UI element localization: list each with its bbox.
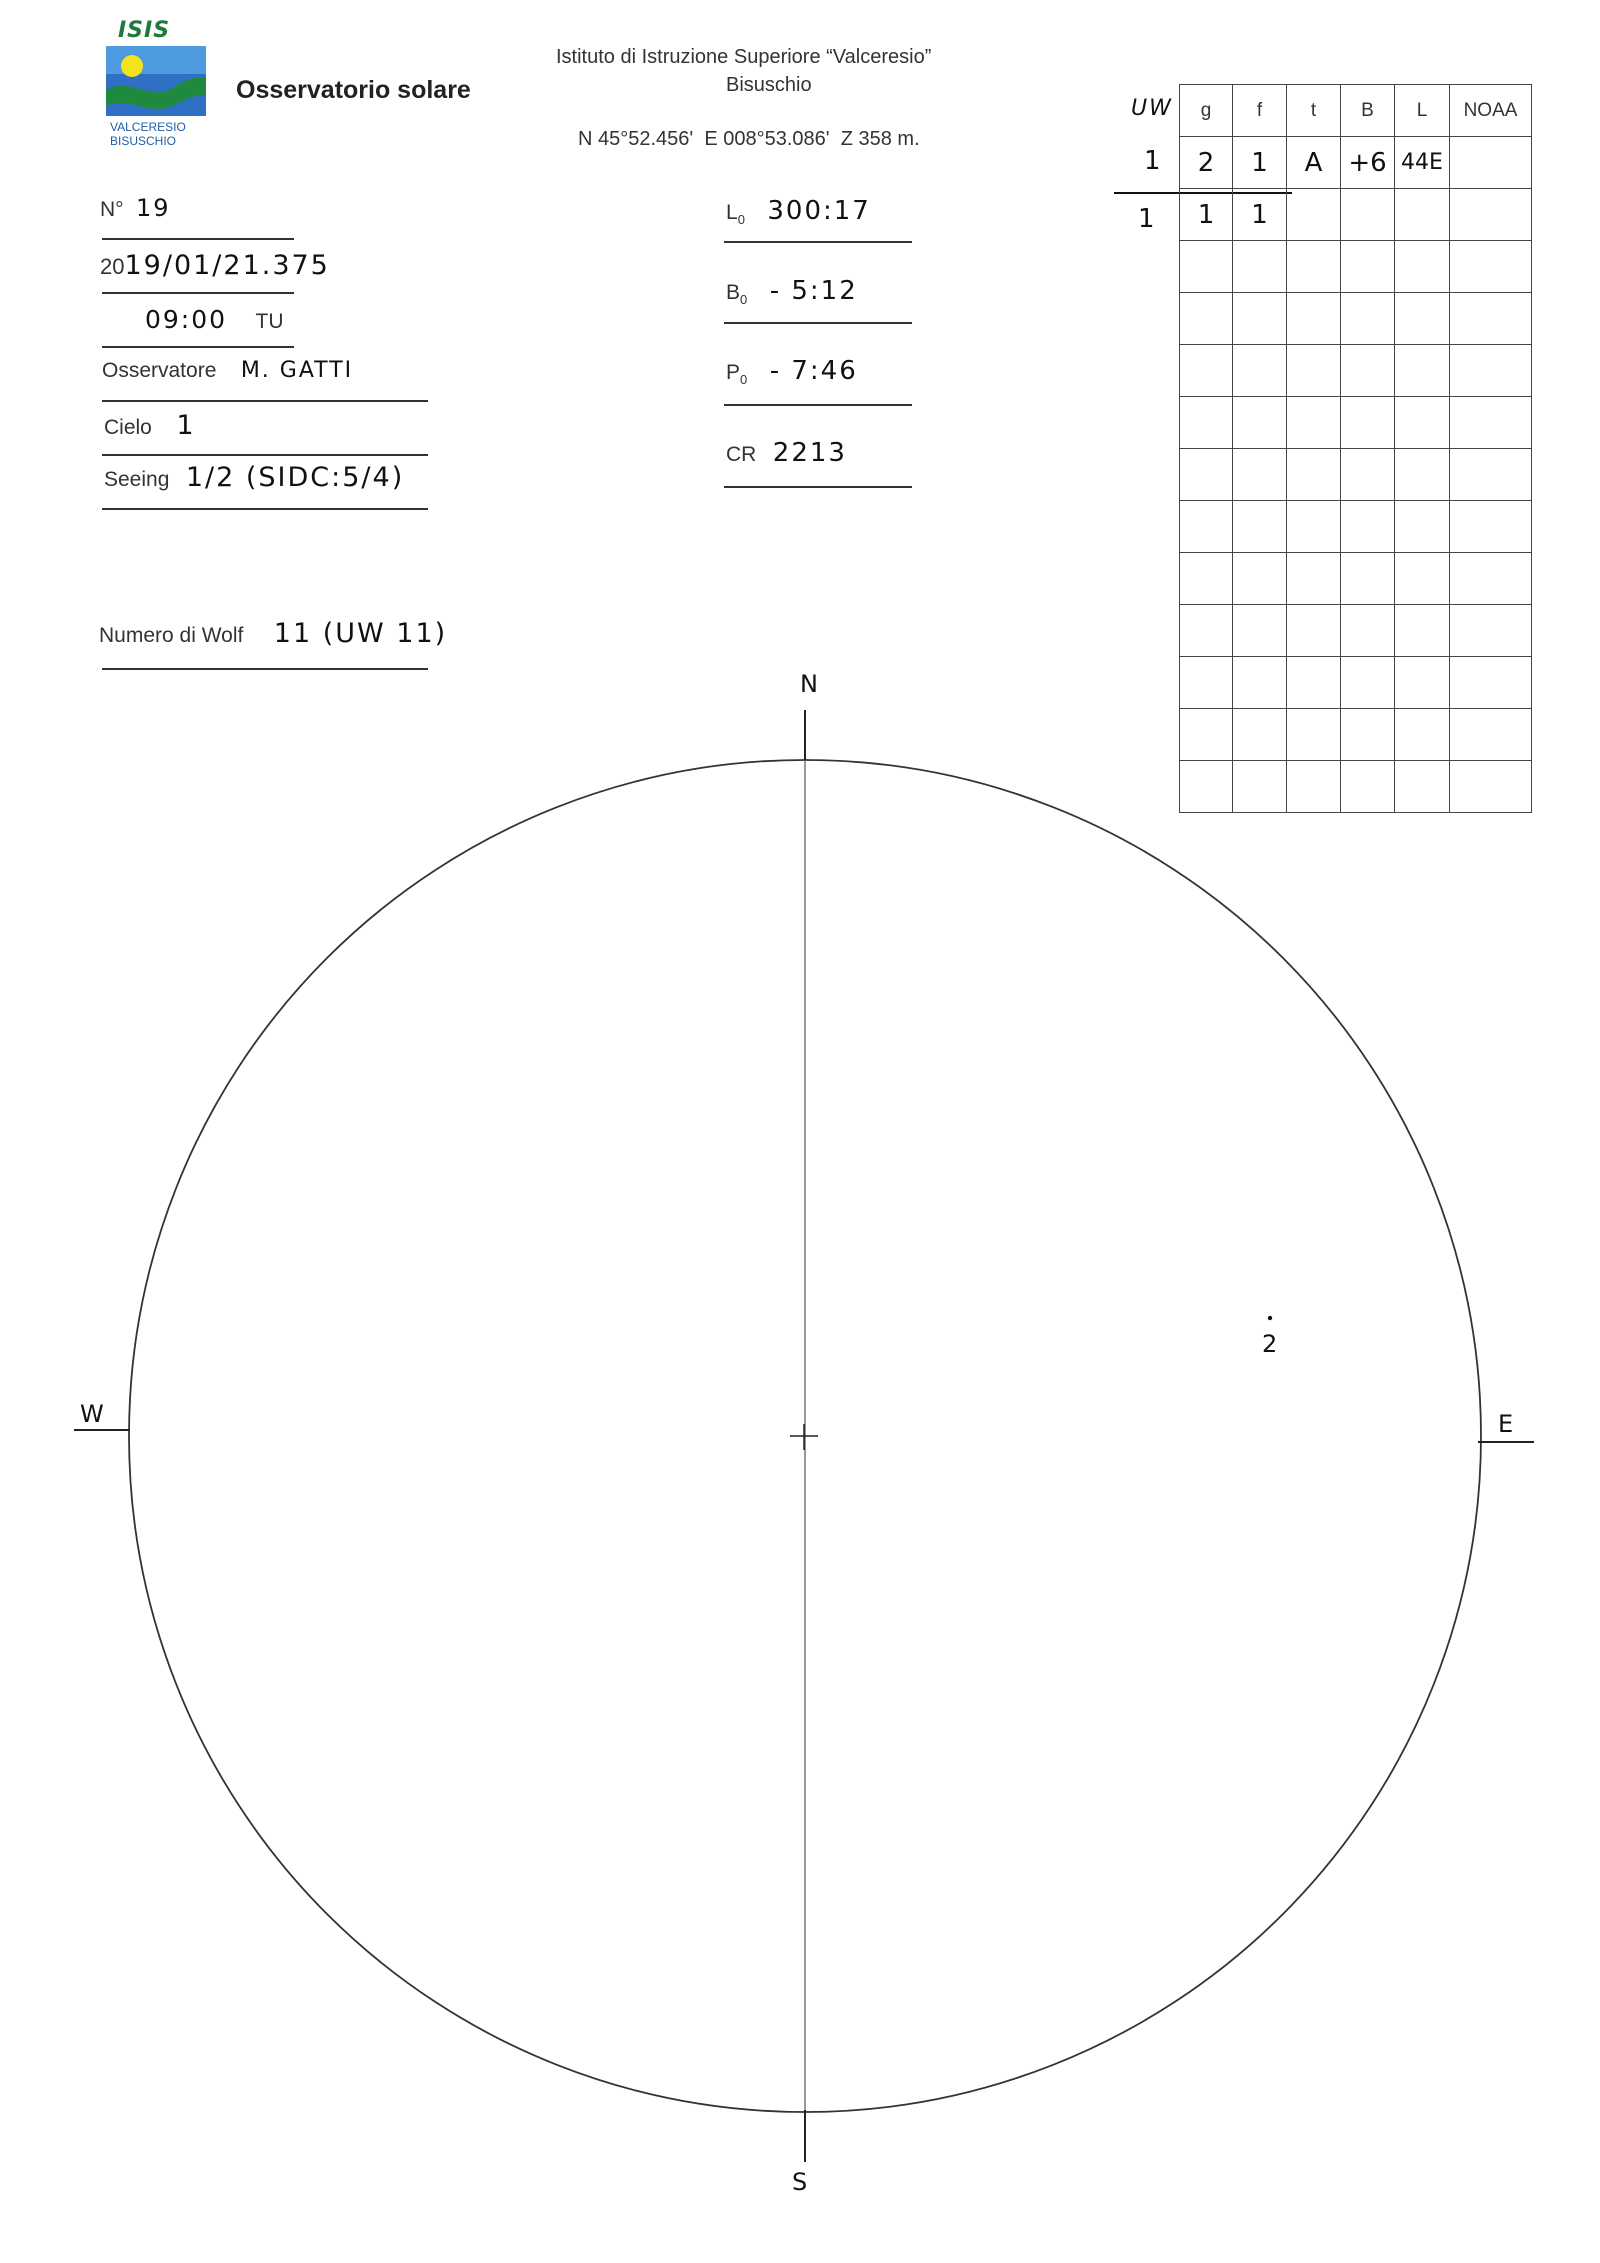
uw-row-1: 1 <box>1144 146 1163 176</box>
table-cell: 1 <box>1233 137 1287 189</box>
table-cell-empty <box>1180 397 1233 449</box>
table-cell-empty <box>1450 501 1532 553</box>
logo <box>104 18 210 156</box>
col-header-b: B <box>1341 85 1395 137</box>
field-wolf <box>99 618 447 649</box>
sky-underline <box>102 454 428 456</box>
table-cell-empty <box>1341 293 1395 345</box>
seeing-underline <box>102 508 428 510</box>
table-cell-empty <box>1395 345 1450 397</box>
table-cell-empty <box>1341 657 1395 709</box>
table-cell-empty <box>1341 605 1395 657</box>
number-underline <box>102 238 294 240</box>
col-header-t: t <box>1287 85 1341 137</box>
observatory-coordinates: N 45°52.456' E 008°53.086' Z 358 m. <box>578 128 920 150</box>
l0-label: $L_0$ <box>726 201 745 228</box>
table-cell-empty <box>1287 449 1341 501</box>
table-cell-empty <box>1233 501 1287 553</box>
col-header-g: g <box>1180 85 1233 137</box>
table-cell-empty <box>1233 449 1287 501</box>
table-cell-empty <box>1395 709 1450 761</box>
field-b0 <box>726 276 858 307</box>
table-row-empty <box>1180 709 1532 761</box>
table-row-empty <box>1180 449 1532 501</box>
table-cell-empty <box>1341 241 1395 293</box>
field-l0 <box>726 196 871 227</box>
table-row <box>1180 189 1532 241</box>
table-cell: 2 <box>1180 137 1233 189</box>
number-value: 19 <box>136 194 171 222</box>
table-cell-empty <box>1395 501 1450 553</box>
table-cell-empty <box>1395 657 1450 709</box>
table-cell-empty <box>1287 241 1341 293</box>
table-cell <box>1287 189 1341 241</box>
table-cell-empty <box>1450 553 1532 605</box>
table-cell-empty <box>1233 553 1287 605</box>
table-cell-empty <box>1180 657 1233 709</box>
table-cell-empty <box>1233 605 1287 657</box>
table-cell-empty <box>1395 241 1450 293</box>
table-cell-empty <box>1395 293 1450 345</box>
table-row-empty <box>1180 501 1532 553</box>
table-row-empty <box>1180 345 1532 397</box>
group-table <box>1179 84 1532 813</box>
sunspot-group-label: 2 <box>1262 1330 1278 1358</box>
col-header-l: L <box>1395 85 1450 137</box>
table-row-empty <box>1180 397 1532 449</box>
table-cell-empty <box>1180 709 1233 761</box>
table-cell-empty <box>1450 605 1532 657</box>
field-observer <box>102 358 353 383</box>
b0-label: $B_0$ <box>726 281 748 308</box>
b0-underline <box>724 322 912 324</box>
table-cell-empty <box>1180 501 1233 553</box>
table-cell-empty <box>1180 449 1233 501</box>
l0-value: 300:17 <box>767 196 871 226</box>
table-cell-empty <box>1450 293 1532 345</box>
table-cell-empty <box>1287 293 1341 345</box>
table-cell-empty <box>1341 345 1395 397</box>
logo-valceresio-text: VALCERESIO <box>110 120 186 134</box>
observer-underline <box>102 400 428 402</box>
table-row-empty <box>1180 553 1532 605</box>
sky-value: 1 <box>176 410 196 441</box>
table-cell-empty <box>1233 761 1287 813</box>
table-cell-empty <box>1450 241 1532 293</box>
table-cell <box>1341 189 1395 241</box>
table-cell-empty <box>1233 345 1287 397</box>
table-cell-empty <box>1287 397 1341 449</box>
sky-label: Cielo <box>104 416 152 439</box>
uw-row-2: 1 <box>1138 204 1157 234</box>
table-cell-empty <box>1395 761 1450 813</box>
table-cell-empty <box>1287 553 1341 605</box>
date-underline <box>102 292 294 294</box>
table-cell: 1 <box>1233 189 1287 241</box>
north-label: N <box>800 670 818 698</box>
table-row-empty <box>1180 657 1532 709</box>
field-seeing <box>104 462 404 493</box>
table-cell-empty <box>1450 709 1532 761</box>
table-cell-empty <box>1180 241 1233 293</box>
institute-name: Istituto di Istruzione Superiore “Valceresio” <box>556 46 932 68</box>
table-cell-empty <box>1450 657 1532 709</box>
table-cell-empty <box>1341 761 1395 813</box>
table-cell-empty <box>1287 657 1341 709</box>
table-cell: A <box>1287 137 1341 189</box>
table-cell-empty <box>1287 501 1341 553</box>
table-cell-empty <box>1287 709 1341 761</box>
table-cell-empty <box>1341 397 1395 449</box>
table-cell <box>1450 137 1532 189</box>
field-number <box>100 194 171 222</box>
field-time <box>145 305 284 334</box>
seeing-value: 1/2 (SIDC:5/4) <box>185 462 405 493</box>
time-value: 09:00 <box>145 305 228 334</box>
table-cell-empty <box>1233 709 1287 761</box>
table-cell <box>1450 189 1532 241</box>
table-cell-empty <box>1287 605 1341 657</box>
cr-value: 2213 <box>772 438 847 468</box>
p0-value: - 7:46 <box>769 356 858 386</box>
table-cell-empty <box>1233 241 1287 293</box>
sunspot-group-2 <box>1268 1316 1272 1320</box>
time-suffix: TU <box>255 310 284 333</box>
table-cell-empty <box>1395 449 1450 501</box>
table-cell-empty <box>1450 345 1532 397</box>
observer-label: Osservatore <box>102 359 217 382</box>
logo-isis-text: ISIS <box>118 18 171 43</box>
table-cell: +6 <box>1341 137 1395 189</box>
east-label: E <box>1498 1410 1514 1438</box>
table-cell: 44E <box>1395 137 1450 189</box>
col-header-f: f <box>1233 85 1287 137</box>
wolf-value: 11 (UW 11) <box>273 618 448 649</box>
col-header-noaa: NOAA <box>1450 85 1532 137</box>
date-prefix: 20 <box>100 254 125 279</box>
solar-disk-outline <box>129 760 1481 2112</box>
field-date <box>100 250 330 281</box>
cr-label: CR <box>726 443 757 466</box>
west-label: W <box>80 1400 104 1428</box>
institute-town: Bisuschio <box>726 74 812 96</box>
observer-value: M. GATTI <box>240 358 354 383</box>
table-cell-empty <box>1395 397 1450 449</box>
logo-emblem-icon <box>106 46 206 116</box>
table-cell-empty <box>1341 501 1395 553</box>
p0-underline <box>724 404 912 406</box>
south-label: S <box>792 2168 808 2196</box>
table-cell-empty <box>1450 449 1532 501</box>
page-title: Osservatorio solare <box>236 76 471 104</box>
table-cell-empty <box>1180 293 1233 345</box>
table-cell-empty <box>1233 657 1287 709</box>
table-cell-empty <box>1341 553 1395 605</box>
table-row-empty <box>1180 605 1532 657</box>
table-cell-empty <box>1180 761 1233 813</box>
field-sky <box>104 410 196 441</box>
field-cr <box>726 438 847 468</box>
wolf-underline <box>102 668 428 670</box>
logo-bisuschio-text: BISUSCHIO <box>110 134 177 148</box>
table-row <box>1180 137 1532 189</box>
date-value: 19/01/21.375 <box>124 250 330 281</box>
table-cell-empty <box>1233 293 1287 345</box>
table-cell-empty <box>1180 553 1233 605</box>
field-p0 <box>726 356 858 387</box>
uw-header-label: UW <box>1131 96 1173 121</box>
table-header-row <box>1180 85 1532 137</box>
table-cell-empty <box>1395 605 1450 657</box>
table-row-empty <box>1180 241 1532 293</box>
l0-underline <box>724 241 912 243</box>
table-cell: 1 <box>1180 189 1233 241</box>
table-cell-empty <box>1450 761 1532 813</box>
table-cell-empty <box>1450 397 1532 449</box>
p0-label: $P_0$ <box>726 361 748 388</box>
b0-value: - 5:12 <box>769 276 858 306</box>
wolf-label: Numero di Wolf <box>99 624 244 647</box>
table-cell-empty <box>1287 345 1341 397</box>
table-row-empty <box>1180 293 1532 345</box>
table-cell-empty <box>1341 709 1395 761</box>
time-underline <box>102 346 294 348</box>
table-cell <box>1395 189 1450 241</box>
table-cell-empty <box>1287 761 1341 813</box>
number-label: N° <box>100 198 124 221</box>
seeing-label: Seeing <box>104 468 170 491</box>
table-cell-empty <box>1341 449 1395 501</box>
table-cell-empty <box>1180 605 1233 657</box>
cr-underline <box>724 486 912 488</box>
table-row-empty <box>1180 761 1532 813</box>
table-cell-empty <box>1395 553 1450 605</box>
table-cell-empty <box>1233 397 1287 449</box>
table-cell-empty <box>1180 345 1233 397</box>
